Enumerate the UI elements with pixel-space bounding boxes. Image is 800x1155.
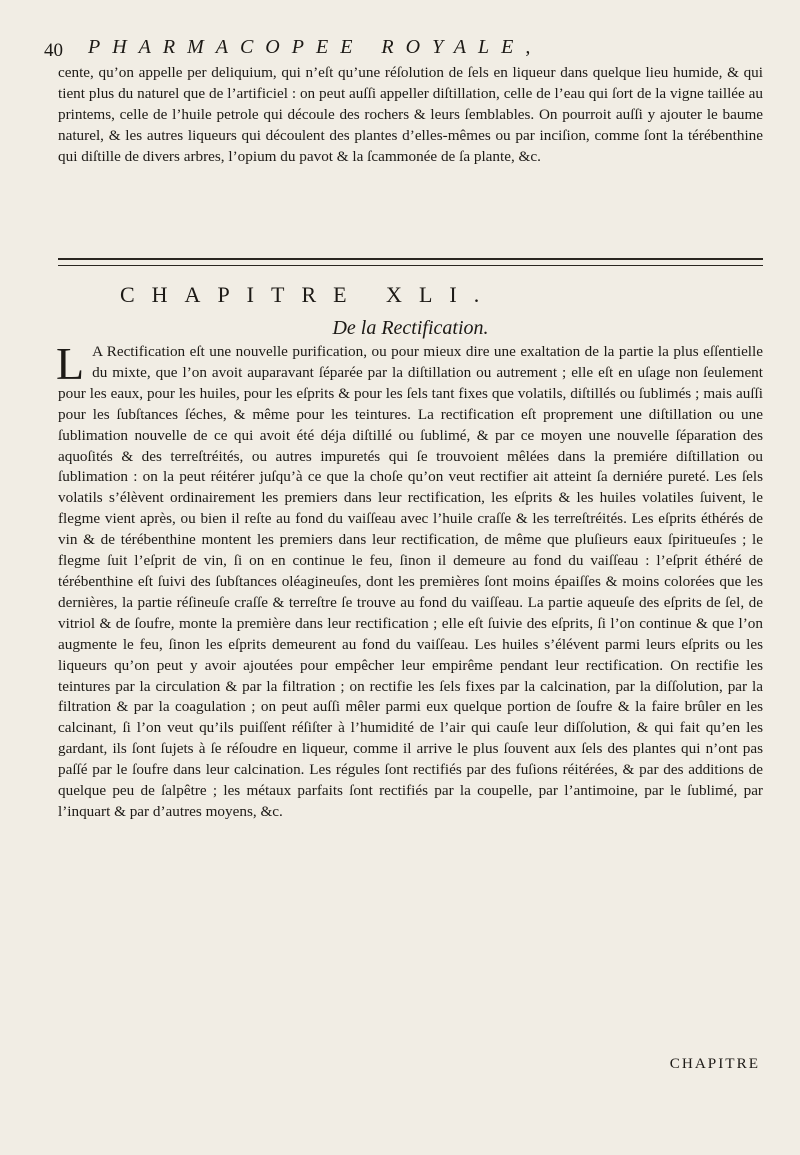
chapter-heading: CHAPITRE XLI.	[120, 282, 497, 307]
drop-cap: L	[56, 338, 85, 389]
intro-paragraph	[58, 63, 763, 168]
intro-text: cente, qu’on appelle per deliquium, qui n’eſt qu’une réſolution de ſels en liqueur dans quelque lieu humide, & qui tient plus du naturel que de l’artificiel : on peut auſſi appeller diſtillation, celle de l’eau qui ſort de la vigne taillée au printems, celle de l’huile petrole qui découle des rochers & leurs ſemblables. On pourroit auſſi y ajouter le baume naturel, & les autres liqueurs qui découlent des plantes d’elles-mêmes ou par inciſion, comme ſont la térébenthine qui diſtille de divers arbres, l’opium du pavot & la ſcammonée de ſa plante, &c.	[58, 64, 763, 165]
chapter-divider	[58, 258, 763, 266]
catchword: CHAPITRE	[669, 1055, 760, 1072]
chapter-subtitle: De la Rectification.	[332, 317, 489, 339]
chapter-body	[56, 338, 763, 823]
body-text: A Rectification eſt une nouvelle purification, ou pour mieux dire une exaltation de la partie la plus eſſentielle du mixte, que l’on avoit auparavant ſéparée par la diſtillation ou autrement ; elle eſt en uſage non ſeulement pour les eaux, pour les huiles, pour les eſprits & pour les ſels tant fixes que volatils, diſtillés ou ſublimés ; mais auſſi pour les ſubſtances ſéches, & même pour les teintures. La rectification eſt proprement une diſtillation ou une ſublimation nouvelle de ce qui avoit été déja diſtillé ou ſublimé, & par ce moyen une nouvelle ſéparation des aquoſités & des terreſtréités, ou autres impuretés qui ſe trouvoient mêlées dans la premiére diſtillation ou ſublimation : on la peut réitérer juſqu’à ce que la choſe qu’on veut rectifier ait atteint ſa derniére pureté. Les ſels volatils s’élèvent ordinairement les premiers dans leur rectification, les eſprits & les huiles volatiles ſuivent, le flegme vient après, ou bien il reſte au fond du vaiſſeau avec l’huile craſſe & les terreſtréités. Les eſprits éthérés de vin & de térébenthine montent les premiers dans leur rectification, de même que pluſieurs eaux ſpiritueuſes ; le flegme ſuit l’eſprit de vin, ſi on en continue le feu, ſinon il demeure au fond du vaiſſeau : l’eſprit éthéré de térébenthine eſt ſuivi des ſubſtances oléagineuſes, dont les premières ſont moins épaiſſes & moins colorées que les dernières, la partie réſineuſe craſſe & terreſtre ſe trouve au fond du vaiſſeau. La partie aqueuſe des eſprits de ſel, de vitriol & de ſoufre, monte la première dans leur rectification ; elle eſt ſuivie des eſprits, ſi l’on continue & que l’on augmente le feu, ſinon les eſprits demeurent au fond du vaiſſeau. Les huiles s’élévent parmi leurs eſprits ou les liqueurs qu’on peut y avoir ajoutées pour empêcher leur empirême pendant leur rectification. On rectifie les teintures par la circulation & par la filtration ; on rectifie les ſels fixes par la calcination, par la diſſolution, par la filtration & par la coagulation ; on peut auſſi mêler parmi eux quelque portion de ſoufre & la faire brûler en les calcinant, ſi l’on veut qu’ils puiſſent réſiſter à l’humidité de l’air qui cauſe leur diſſolution, & qui fait qu’en les gardant, ils ſont ſujets à ſe réſoudre en liqueur, comme il arrive le plus ſouvent aux ſels des plantes qui n’ont pas paſſé par le ſoufre dans leur calcination. Les régules ſont rectifiés par des fuſions réitérées, & par des additions de quelque peu de ſalpêtre ; les métaux parfaits ſont rectifiés par la coupelle, par l’antimoine, par le ſublimé, par l’inquart & par d’autres moyens, &c.	[58, 343, 763, 820]
running-title: PHARMACOPEE ROYALE,	[88, 36, 543, 58]
page-number: 40	[44, 40, 63, 61]
